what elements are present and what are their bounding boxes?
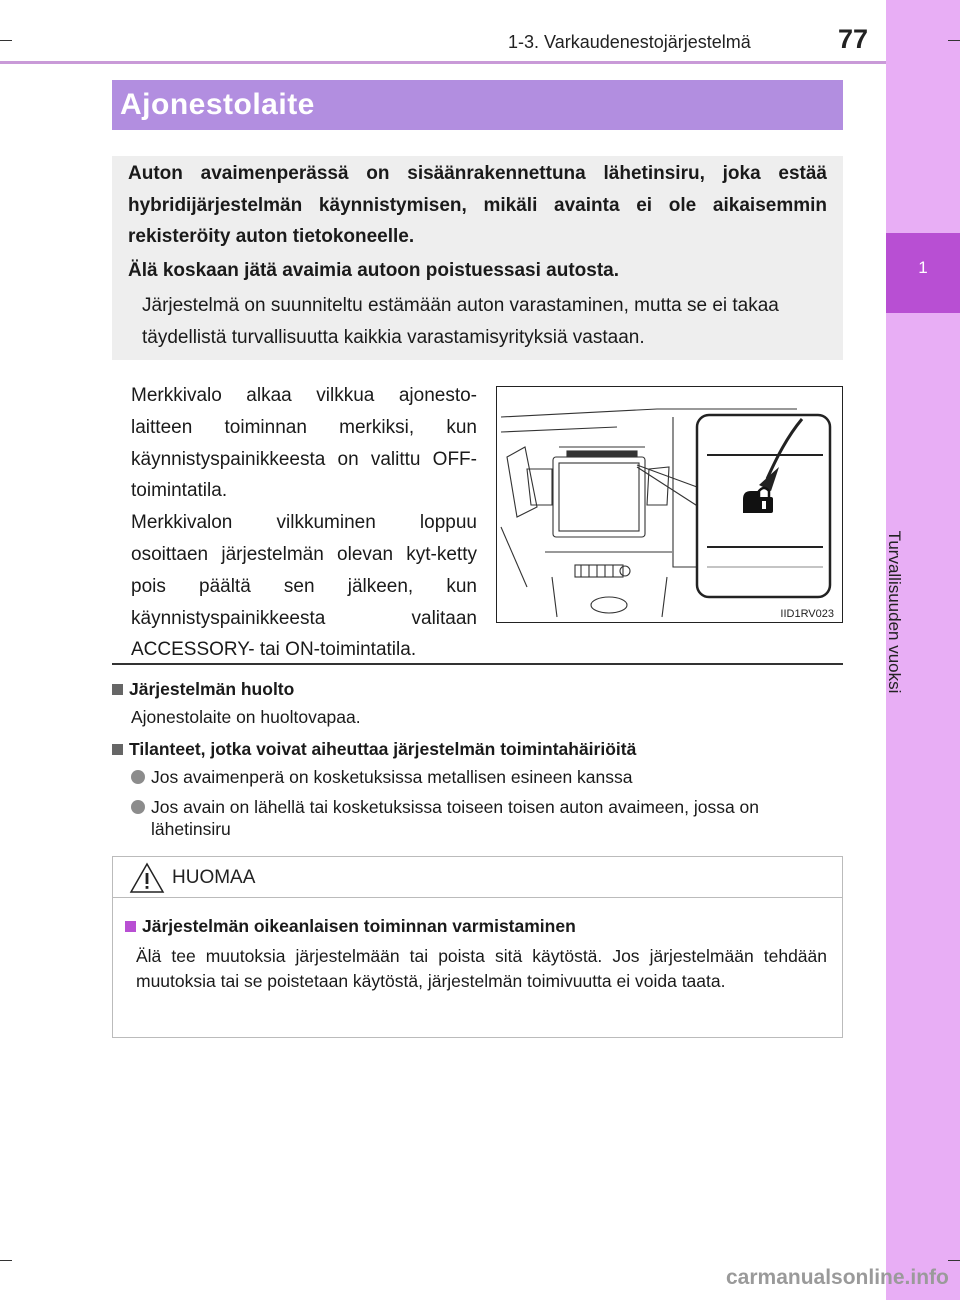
round-bullet-icon (131, 800, 145, 814)
crop-mark (948, 1260, 960, 1261)
section-heading-text: Järjestelmän huolto (129, 679, 295, 699)
page-title: Ajonestolaite (112, 80, 843, 130)
square-bullet-icon (112, 684, 123, 695)
section-divider (112, 663, 843, 665)
header-section-title: 1-3. Varkaudenestojärjestelmä (508, 32, 751, 52)
watermark: carmanualsonline.info (726, 1266, 949, 1289)
crop-mark (0, 40, 12, 41)
notice-body: Älä tee muutoksia järjestelmään tai poista sitä käytöstä. Jos järjestelmään tehdään muutoksia tai se poistetaan käytöstä, järjestelmän toimivuutta ei voida taata. (136, 946, 827, 991)
square-bullet-icon (125, 921, 136, 932)
indicator-paragraph-1: Merkkivalo alkaa vilkkua ajonesto-laitteen toiminnan merkiksi, kun käynnistyspainikkeesta on valittu OFF-toimintatila. (131, 385, 477, 502)
chapter-number: 1 (918, 258, 928, 277)
section-body-maintenance: Ajonestolaite on huoltovapaa. (131, 707, 361, 727)
header-rule (0, 61, 886, 64)
intro-warning-text: Älä koskaan jätä avaimia autoon poistuessasi autosta. (128, 260, 620, 281)
intro-bold-text: Auton avaimenperässä on sisäänrakennettuna lähetinsiru, joka estää hybridijärjestelmän käynnistymisen, mikäli avainta ei ole aikaisemmin rekisteröity auton tietokoneelle. (128, 163, 827, 247)
bullet-text: Jos avaimenperä on kosketuksissa metallisen esineen kanssa (151, 767, 633, 787)
intro-plain-text: Järjestelmä on suunniteltu estämään auton varastaminen, mutta se ei takaa täydellistä turvallisuutta kaikkia varastamisyrityksiä vastaan. (142, 295, 779, 348)
square-bullet-icon (112, 744, 123, 755)
notice-label: HUOMAA (172, 867, 256, 888)
bullet-item (131, 796, 843, 840)
dashboard-illustration (497, 387, 841, 621)
notice-heading (125, 916, 576, 937)
page-number: 77 (838, 24, 869, 54)
indicator-paragraph-2: Merkkivalon vilkkuminen loppuu osoittaen järjestelmän olevan kyt-ketty pois päältä sen jälkeen, kun käynnistyspainikkeesta valitaan ACCESSORY- tai ON-toimintatila. (131, 512, 477, 661)
crop-mark (0, 1260, 12, 1261)
bullet-item (131, 766, 843, 788)
round-bullet-icon (131, 770, 145, 784)
bullet-text: Jos avain on lähellä tai kosketuksissa toiseen toisen auton avaimeen, jossa on lähetinsiru (151, 797, 760, 839)
figure-code: IID1RV023 (780, 608, 834, 620)
crop-mark (948, 40, 960, 41)
chapter-title: Turvallisuuden vuoksi (885, 530, 904, 694)
section-heading-text: Tilanteet, jotka voivat aiheuttaa järjestelmän toimintahäiriöitä (129, 739, 637, 759)
warning-triangle-icon (129, 862, 165, 894)
section-heading-maintenance (112, 678, 294, 700)
dashboard-figure (496, 386, 843, 623)
notice-heading-text: Järjestelmän oikeanlaisen toiminnan varmistaminen (142, 916, 576, 936)
indicator-description (131, 380, 477, 666)
notice-separator (113, 897, 842, 898)
section-heading-malfunction (112, 738, 636, 760)
